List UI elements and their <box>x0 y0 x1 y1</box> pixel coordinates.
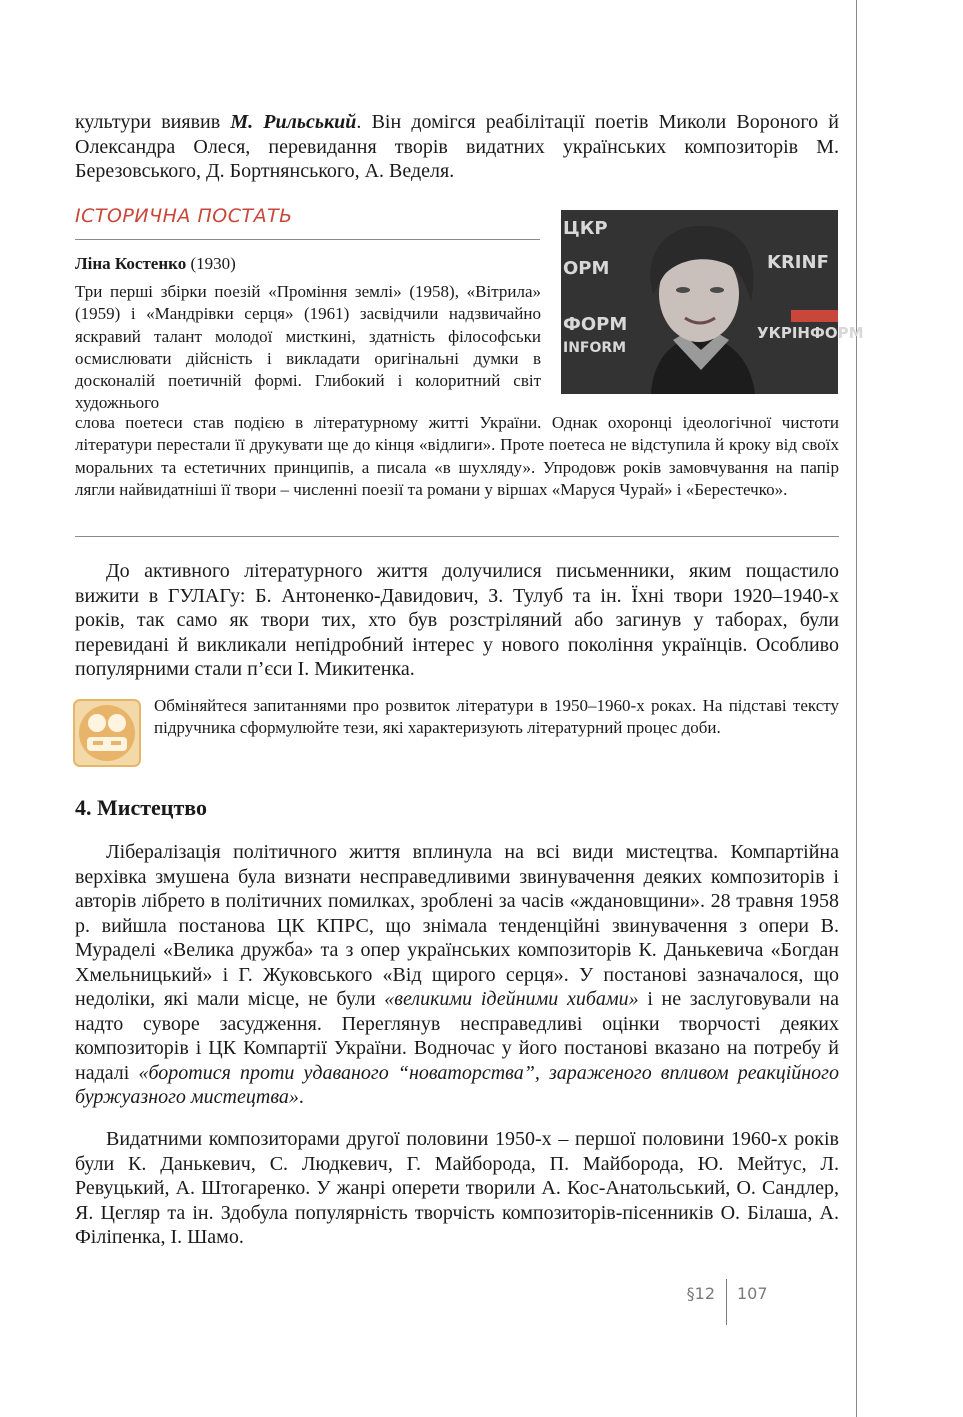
footer-separator <box>726 1279 727 1325</box>
photo-text-2: KRINF <box>767 252 829 273</box>
photo-text-1: ЦКР <box>563 218 608 239</box>
historical-person <box>75 254 236 274</box>
intro-text-after: . Він домігся реабілітації поетів Миколи Вороного й Олександра Олеся, перевидання творів видатних українських композиторів М. Березовського, Д. Бортнянського, А. Веделя. <box>75 111 839 182</box>
footer-section-number: §12 <box>686 1284 715 1303</box>
section-title: 4. Мистецтво <box>75 795 207 820</box>
footer-page-number: 107 <box>737 1284 768 1303</box>
historical-text-part2: слова поетеси став подією в літературному житті України. Однак охоронці ідеологічної чистоти літератури перестали її друкувати ще до кінця «відлиги». Проте поетеса не відступила й кроку від своїх моральних та естетичних принципів, а писала «в шухляду». Упродовж років замовчування на папір лягли найвидатніші її твори – численні поезії та романи у віршах «Маруся Чурай» і «Берестечко». <box>75 413 839 499</box>
art-p1-quote-1: «великими ідейними хибами» <box>384 988 639 1010</box>
photo-text-5: INFORM <box>563 340 627 356</box>
art-paragraph-2: Видатними композиторами другої половини 1950-х – першої половини 1960-х років були К. Данькевич, С. Людкевич, Г. Майборода, П. Майборода, Ю. Мейтус, Л. Ревуцький, А. Штогаренко. У жанрі оперети творили А. Кос-Анатольський, О. Сандлер, Я. Цегляр та ін. Здобула популярність творчість композиторів-пісенників О. Білаша, А. Філіпенка, І. Шамо. <box>75 1128 839 1248</box>
historical-bottom-rule <box>75 536 839 537</box>
historical-heading-rule <box>75 239 540 240</box>
portrait-image <box>561 210 864 394</box>
discussion-icon <box>73 699 141 767</box>
historical-person-year: (1930) <box>186 254 236 273</box>
photo-text-6: УКРІНФОРМ <box>757 324 864 342</box>
art-p1-text-a: Лібералізація політичного життя вплинула на всі види мистецтва. Компартійна верхівка змушена була визнати несправедливими звинувачення деяких композиторів і авторів лібрето в політичних помилках, зроблені за часів «ждановщини». 28 травня 1958 р. вийшла постанова ЦК КПРС, що знімала тенденційні звинувачення з опери В. Мураделі «Велика дружба» та з опер українських композиторів К. Данькевича «Богдан Хмельницький» і Г. Жуковського «Від щирого серця». У постанові зазначалося, що недоліки, які мали місце, не були <box>75 841 839 1010</box>
intro-name: М. Рильський <box>230 111 357 133</box>
page-edge-rule <box>856 0 857 1417</box>
intro-paragraph <box>75 110 839 184</box>
art-paragraph-1 <box>75 840 839 1110</box>
historical-person-name: Ліна Костенко <box>75 254 187 273</box>
art-p1-quote-2: «боротися проти удаваного “новаторства”, зараженого впливом реакційного буржуазного мистецтва» <box>75 1061 839 1108</box>
task-text: Обміняйтеся запитаннями про розвиток літератури в 1950–1960-х роках. На підставі тексту підручника сформулюйте тези, які характеризують літературний процес доби. <box>154 696 839 738</box>
historical-text-part1: Три перші збірки поезій «Проміння землі» (1958), «Вітрила» (1959) і «Мандрівки серця» (1961) засвідчили надзвичайно яскравий талант молодої мисткині, здатність філософськи осмислювати дійсність і викладати оригінальні думки в досконалій поетичній формі. Глибокий і колоритний світ художнього <box>75 282 541 413</box>
art-p1-text-c: . <box>298 1086 304 1108</box>
art-p1-text-b: і не заслуговували на надто суворе засудження. Переглянув несправедливі оцінки творчості деяких композиторів і ЦК Компартії України. Водночас у його постанові вказано на потребу й надалі <box>75 988 839 1084</box>
gulag-paragraph: До активного літературного життя долучилися письменники, яким пощастило вижити в ГУЛАГу: Б. Антоненко-Давидович, З. Тулуб та ін. Їхні твори 1920–1940-х років, так само як твори тих, хто був розстріляний або загинув у таборах, були перевидані й викликали непідробний інтерес у нового покоління українців. Особливо популярними стали п’єси І. Микитенка. <box>75 560 839 680</box>
photo-text-3: ОРМ <box>563 258 610 279</box>
historical-figure-heading: ІСТОРИЧНА ПОСТАТЬ <box>75 205 293 227</box>
intro-text-before: культури виявив <box>75 111 231 133</box>
photo-text-4: ФОРМ <box>563 314 628 335</box>
portrait-photo <box>561 210 864 394</box>
